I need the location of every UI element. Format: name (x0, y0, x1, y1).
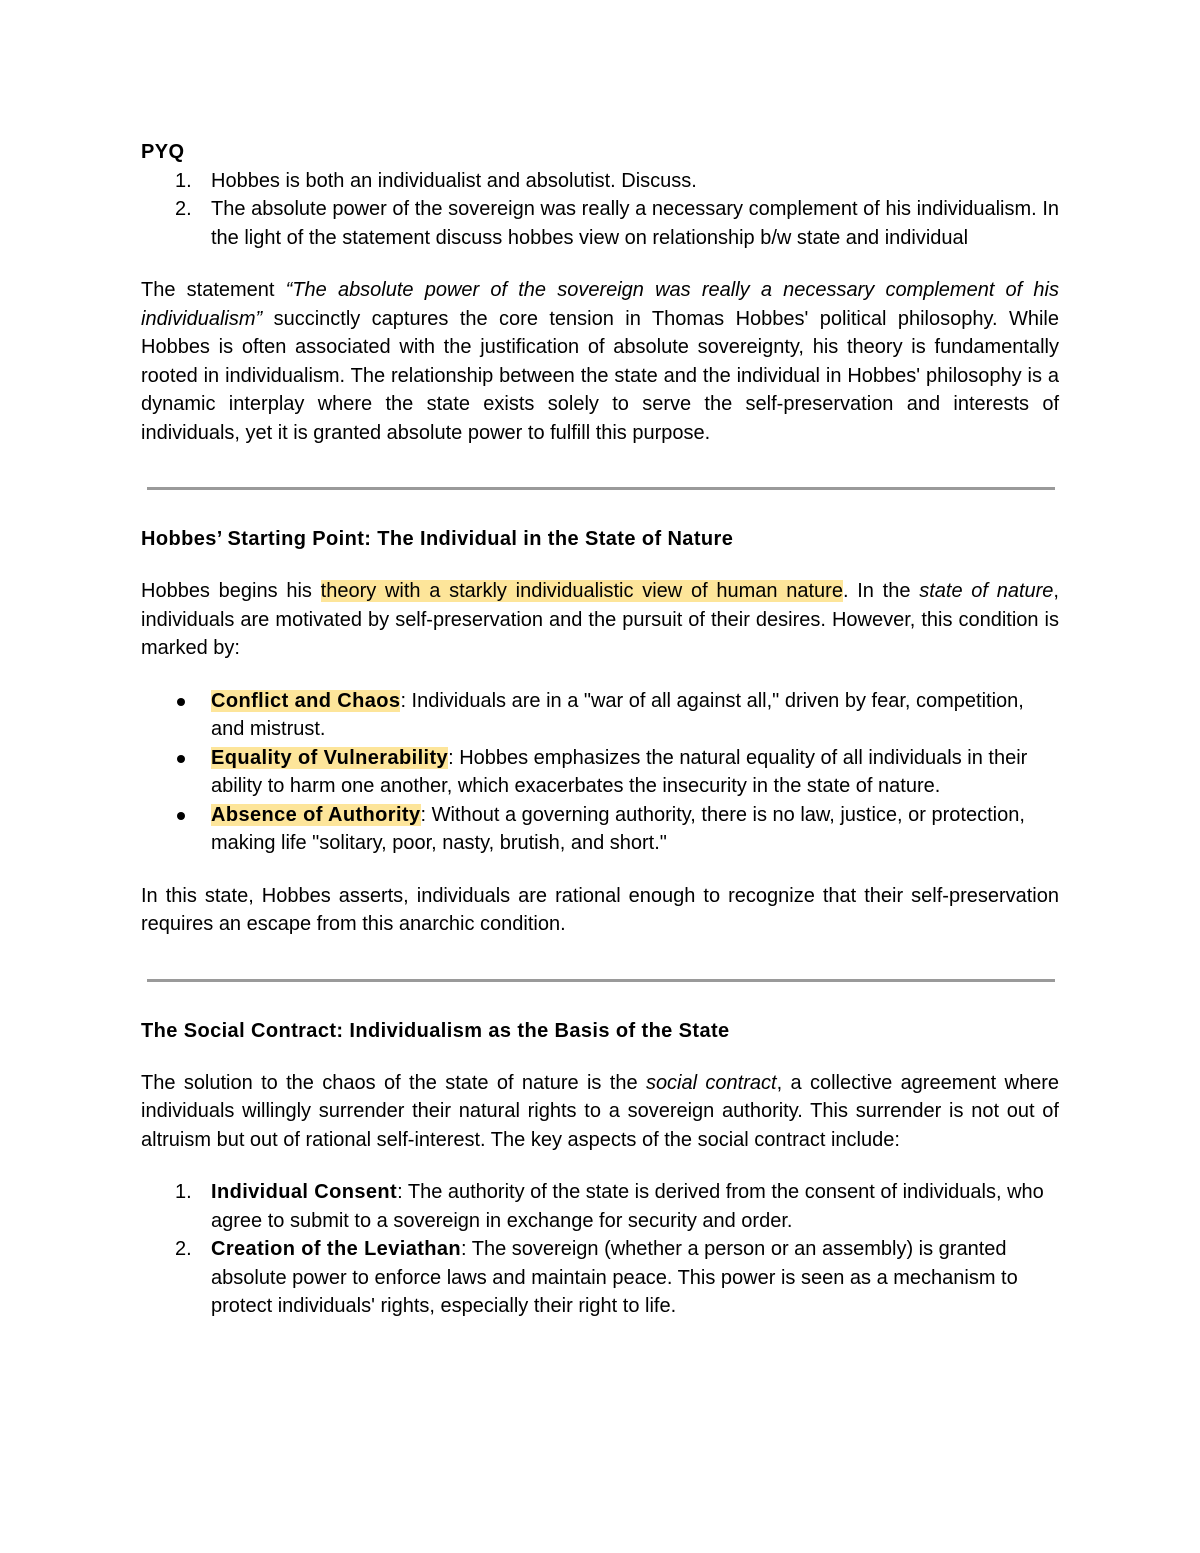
list-item (141, 744, 1059, 801)
section1-closing-paragraph: In this state, Hobbes asserts, individuals are rational enough to recognize that their self-preservation requires an escape from this anarchic condition. (141, 884, 1059, 935)
list-number: 2. (175, 1238, 192, 1260)
intro-quote: “The absolute power of the sovereign was really a necessary complement of his individualism” (141, 279, 1059, 330)
highlighted-text: theory with a starkly individualistic view of human nature (320, 580, 843, 602)
text-span: The solution to the chaos of the state of nature is the (141, 1071, 646, 1094)
bullet-list (141, 687, 1059, 858)
bullet-icon (177, 698, 185, 706)
document-page (141, 138, 1059, 1321)
bullet-icon (177, 755, 185, 763)
text-span: . In the (842, 580, 920, 602)
bold-term: Absence of Authority (211, 803, 421, 826)
bold-term: Conflict and Chaos (211, 689, 401, 712)
pyq-heading: PYQ (141, 141, 185, 163)
bold-term: Equality of Vulnerability (211, 746, 449, 769)
item-text: : Hobbes emphasizes the natural equality of all individuals in their ability to harm one another, which exacerbates the insecurity in the state of nature. (211, 746, 1028, 797)
bold-term: Creation of the Leviathan (211, 1238, 462, 1260)
text-span: , individuals are motivated by self-preservation and the pursuit of their desires. However, this condition is marked by: (141, 580, 1059, 659)
italic-text: state of nature (919, 580, 1054, 602)
text-span: , a collective agreement where individuals willingly surrender their natural rights to a sovereign authority. This surrender is not out of altruism but out of rational self-interest. The key aspects of the social contract include: (141, 1071, 1060, 1151)
list-item (141, 167, 1059, 196)
list-item (141, 1178, 1059, 1235)
bold-term: Individual Consent (211, 1181, 398, 1203)
intro-paragraph (141, 276, 1059, 447)
question-text: The absolute power of the sovereign was really a necessary complement of his individualism. In the light of the statement discuss hobbes view on relationship b/w state and individual (211, 198, 1059, 249)
section1-paragraph (141, 577, 1059, 663)
text-span: Hobbes begins his (141, 580, 321, 602)
intro-prefix: The statement (141, 279, 286, 301)
list-item (141, 1235, 1059, 1321)
item-text: : Without a governing authority, there is no law, justice, or protection, making life "solitary, poor, nasty, brutish, and short." (211, 803, 1025, 854)
item-text: : The authority of the state is derived from the consent of individuals, who agree to submit to a sovereign in exchange for security and order. (211, 1181, 1044, 1232)
horizontal-rule (147, 979, 1055, 982)
list-item (141, 801, 1059, 858)
section-heading: The Social Contract: Individualism as the Basis of the State (141, 1019, 730, 1042)
item-text: : The sovereign (whether a person or an assembly) is granted absolute power to enforce laws and maintain peace. This power is seen as a mechanism to protect individuals' rights, especially their right to life. (211, 1238, 1018, 1317)
list-number: 1. (175, 169, 192, 192)
list-item (141, 687, 1059, 744)
horizontal-rule (147, 487, 1055, 490)
list-number: 1. (175, 1181, 192, 1203)
bullet-icon (177, 812, 185, 820)
pyq-list (141, 167, 1059, 253)
question-text: Hobbes is both an individualist and absolutist. Discuss. (211, 169, 697, 192)
item-text: : Individuals are in a "war of all against all," driven by fear, competition, and mistrust. (211, 689, 1024, 740)
numbered-list (141, 1178, 1059, 1321)
list-number: 2. (175, 198, 192, 220)
italic-text: social contract (645, 1071, 777, 1094)
list-item (141, 195, 1059, 252)
section2-paragraph (141, 1069, 1059, 1155)
intro-rest: succinctly captures the core tension in Thomas Hobbes' political philosophy. While Hobbes is often associated with the justification of absolute sovereignty, his theory is fundamentally rooted in individualism. The relationship between the state and the individual in Hobbes' philosophy is a dynamic interplay where the state exists solely to serve the self-preservation and interests of individuals, yet it is granted absolute power to fulfill this purpose. (141, 307, 1059, 444)
section-heading: Hobbes’ Starting Point: The Individual in the State of Nature (141, 528, 734, 550)
